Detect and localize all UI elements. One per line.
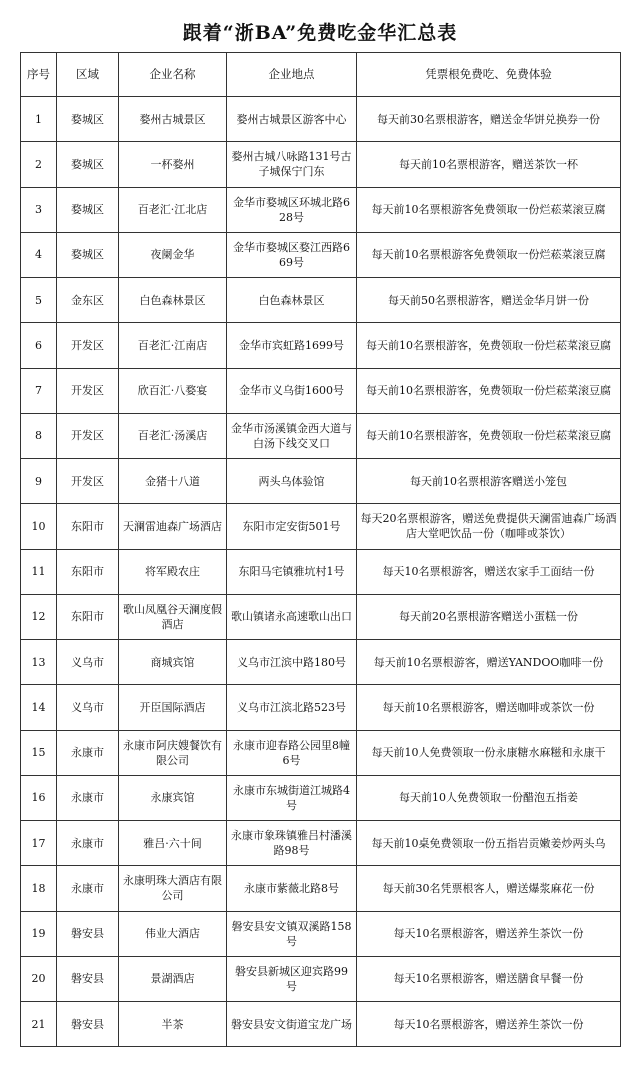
cell-company: 百老汇·汤溪店 — [119, 413, 227, 458]
cell-index: 16 — [21, 775, 57, 820]
cell-offer: 每天前10名票根游客赠送小笼包 — [357, 459, 621, 504]
cell-offer: 每天前10桌免费领取一份五指岩贡嫩姜炒两头乌 — [357, 821, 621, 866]
cell-company: 半茶 — [119, 1002, 227, 1047]
cell-offer: 每天前10名票根游客，赠送YANDOO咖啡一份 — [357, 640, 621, 685]
table-row — [21, 413, 621, 458]
cell-company: 开臣国际酒店 — [119, 685, 227, 730]
cell-company: 白色森林景区 — [119, 278, 227, 323]
cell-index: 5 — [21, 278, 57, 323]
cell-index: 7 — [21, 368, 57, 413]
cell-region: 婺城区 — [57, 97, 119, 142]
cell-location: 永康市东城街道江城路4号 — [227, 775, 357, 820]
cell-location: 金华市汤溪镇金西大道与白汤下线交叉口 — [227, 413, 357, 458]
cell-location: 永康市迎春路公园里8幢6号 — [227, 730, 357, 775]
cell-region: 开发区 — [57, 413, 119, 458]
cell-location: 义乌市江滨中路180号 — [227, 640, 357, 685]
cell-location: 金华市婺城区婺江西路669号 — [227, 232, 357, 277]
cell-index: 11 — [21, 549, 57, 594]
table-row — [21, 323, 621, 368]
table-row — [21, 232, 621, 277]
cell-offer: 每天前10人免费领取一份永康糖水麻糍和永康干 — [357, 730, 621, 775]
cell-location: 金华市义乌街1600号 — [227, 368, 357, 413]
cell-offer: 每天10名票根游客，赠送养生茶饮一份 — [357, 911, 621, 956]
cell-index: 4 — [21, 232, 57, 277]
cell-location: 歌山镇诸永高速歌山出口 — [227, 594, 357, 639]
table-row — [21, 278, 621, 323]
cell-region: 开发区 — [57, 459, 119, 504]
cell-index: 1 — [21, 97, 57, 142]
cell-company: 永康宾馆 — [119, 775, 227, 820]
cell-company: 金猪十八道 — [119, 459, 227, 504]
cell-location: 东阳市定安街501号 — [227, 504, 357, 549]
cell-company: 雅吕·六十间 — [119, 821, 227, 866]
cell-index: 9 — [21, 459, 57, 504]
cell-offer: 每天前30名票根游客，赠送金华饼兑换券一份 — [357, 97, 621, 142]
cell-company: 将军殿农庄 — [119, 549, 227, 594]
cell-location: 金华市宾虹路1699号 — [227, 323, 357, 368]
cell-region: 开发区 — [57, 368, 119, 413]
cell-region: 磐安县 — [57, 1002, 119, 1047]
cell-index: 3 — [21, 187, 57, 232]
table-row — [21, 775, 621, 820]
cell-offer: 每天前20名票根游客赠送小蛋糕一份 — [357, 594, 621, 639]
cell-offer: 每天前10名票根游客，赠送咖啡或茶饮一份 — [357, 685, 621, 730]
cell-location: 东阳马宅镇雅坑村1号 — [227, 549, 357, 594]
cell-offer: 每天前10名票根游客，免费领取一份烂菘菜滚豆腐 — [357, 323, 621, 368]
summary-table — [20, 52, 621, 1047]
cell-index: 6 — [21, 323, 57, 368]
cell-offer: 每天前10名票根游客，赠送茶饮一杯 — [357, 142, 621, 187]
cell-index: 15 — [21, 730, 57, 775]
cell-index: 2 — [21, 142, 57, 187]
cell-region: 义乌市 — [57, 685, 119, 730]
cell-region: 婺城区 — [57, 187, 119, 232]
cell-location: 磐安县安文街道宝龙广场 — [227, 1002, 357, 1047]
cell-location: 永康市紫薇北路8号 — [227, 866, 357, 911]
cell-offer: 每天前10名票根游客免费领取一份烂菘菜滚豆腐 — [357, 232, 621, 277]
cell-location: 金华市婺城区环城北路628号 — [227, 187, 357, 232]
table-row — [21, 640, 621, 685]
cell-offer: 每天前10名票根游客，免费领取一份烂菘菜滚豆腐 — [357, 413, 621, 458]
cell-company: 伟业大酒店 — [119, 911, 227, 956]
header-region: 区域 — [57, 53, 119, 97]
table-row — [21, 368, 621, 413]
cell-index: 12 — [21, 594, 57, 639]
cell-offer: 每天前10名票根游客免费领取一份烂菘菜滚豆腐 — [357, 187, 621, 232]
cell-location: 义乌市江滨北路523号 — [227, 685, 357, 730]
table-row — [21, 187, 621, 232]
cell-region: 磐安县 — [57, 956, 119, 1001]
table-header — [21, 53, 621, 97]
table-row — [21, 549, 621, 594]
cell-index: 10 — [21, 504, 57, 549]
cell-region: 金东区 — [57, 278, 119, 323]
cell-location: 婺州古城景区游客中心 — [227, 97, 357, 142]
cell-company: 夜阑金华 — [119, 232, 227, 277]
cell-company: 天澜雷迪森广场酒店 — [119, 504, 227, 549]
table-row — [21, 730, 621, 775]
cell-region: 东阳市 — [57, 594, 119, 639]
cell-location: 两头乌体验馆 — [227, 459, 357, 504]
cell-company: 一杯婺州 — [119, 142, 227, 187]
cell-offer: 每天20名票根游客，赠送免费提供天澜雷迪森广场酒店大堂吧饮品一份（咖啡或茶饮） — [357, 504, 621, 549]
table-row — [21, 142, 621, 187]
table-row — [21, 1002, 621, 1047]
cell-index: 18 — [21, 866, 57, 911]
cell-company: 百老汇·江南店 — [119, 323, 227, 368]
header-row — [21, 53, 621, 97]
cell-region: 磐安县 — [57, 911, 119, 956]
table-row — [21, 459, 621, 504]
cell-offer: 每天前30名凭票根客人，赠送爆浆麻花一份 — [357, 866, 621, 911]
cell-company: 永康明珠大酒店有限公司 — [119, 866, 227, 911]
cell-company: 婺州古城景区 — [119, 97, 227, 142]
cell-location: 婺州古城八咏路131号古子城保宁门东 — [227, 142, 357, 187]
cell-region: 永康市 — [57, 866, 119, 911]
cell-location: 磐安县安文镇双溪路158号 — [227, 911, 357, 956]
cell-region: 义乌市 — [57, 640, 119, 685]
cell-index: 20 — [21, 956, 57, 1001]
cell-company: 商城宾馆 — [119, 640, 227, 685]
table-row — [21, 594, 621, 639]
header-company: 企业名称 — [119, 53, 227, 97]
table-row — [21, 866, 621, 911]
table-row — [21, 685, 621, 730]
cell-index: 21 — [21, 1002, 57, 1047]
header-index: 序号 — [21, 53, 57, 97]
table-row — [21, 956, 621, 1001]
cell-company: 永康市阿庆嫂餐饮有限公司 — [119, 730, 227, 775]
cell-region: 东阳市 — [57, 504, 119, 549]
cell-index: 13 — [21, 640, 57, 685]
table-body — [21, 97, 621, 1047]
cell-company: 欣百汇·八婺宴 — [119, 368, 227, 413]
cell-offer: 每天前50名票根游客，赠送金华月饼一份 — [357, 278, 621, 323]
cell-region: 东阳市 — [57, 549, 119, 594]
cell-offer: 每天10名票根游客，赠送养生茶饮一份 — [357, 1002, 621, 1047]
cell-index: 19 — [21, 911, 57, 956]
cell-location: 磐安县新城区迎宾路99号 — [227, 956, 357, 1001]
cell-index: 8 — [21, 413, 57, 458]
cell-company: 百老汇·江北店 — [119, 187, 227, 232]
header-offer: 凭票根免费吃、免费体验 — [357, 53, 621, 97]
cell-company: 景湖酒店 — [119, 956, 227, 1001]
cell-region: 婺城区 — [57, 232, 119, 277]
cell-location: 白色森林景区 — [227, 278, 357, 323]
cell-region: 开发区 — [57, 323, 119, 368]
document-title: 跟着“浙BA”免费吃金华汇总表 — [182, 22, 458, 44]
cell-company: 歌山凤凰谷天澜度假酒店 — [119, 594, 227, 639]
cell-region: 永康市 — [57, 730, 119, 775]
cell-region: 婺城区 — [57, 142, 119, 187]
cell-index: 14 — [21, 685, 57, 730]
cell-offer: 每天前10名票根游客，免费领取一份烂菘菜滚豆腐 — [357, 368, 621, 413]
cell-region: 永康市 — [57, 821, 119, 866]
table-row — [21, 821, 621, 866]
cell-offer: 每天10名票根游客，赠送农家手工面结一份 — [357, 549, 621, 594]
cell-region: 永康市 — [57, 775, 119, 820]
table-row — [21, 97, 621, 142]
table-row — [21, 504, 621, 549]
cell-offer: 每天10名票根游客，赠送膳食早餐一份 — [357, 956, 621, 1001]
cell-offer: 每天前10人免费领取一份醋泡五指姜 — [357, 775, 621, 820]
table-row — [21, 911, 621, 956]
header-location: 企业地点 — [227, 53, 357, 97]
cell-location: 永康市象珠镇雅吕村潘溪路98号 — [227, 821, 357, 866]
cell-index: 17 — [21, 821, 57, 866]
